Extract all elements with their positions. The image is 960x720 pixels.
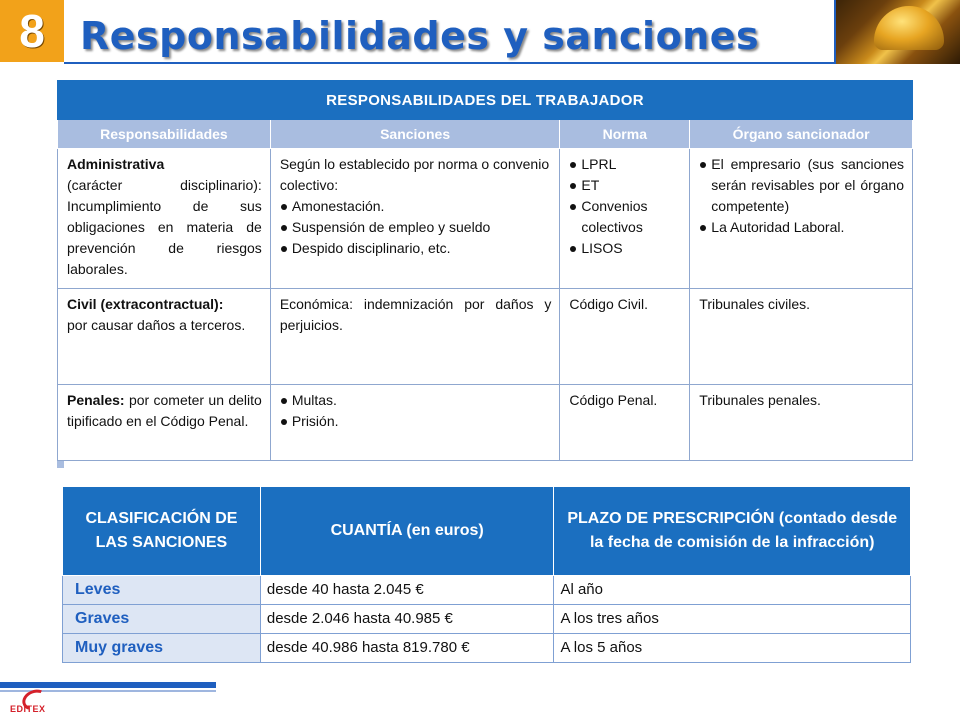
responsibility-description: por cometer un delito tipificado en el Código Penal. xyxy=(67,392,262,429)
table-row-penales xyxy=(58,385,913,461)
sanction-list xyxy=(280,196,552,259)
responsibility-cell xyxy=(58,385,271,461)
sanction-cell xyxy=(270,149,560,289)
sanction-term: A los 5 años xyxy=(554,633,911,662)
table-header-row xyxy=(58,120,913,149)
body-list xyxy=(699,154,904,238)
list-item: La Autoridad Laboral. xyxy=(699,217,904,238)
list-item: LPRL xyxy=(569,154,681,175)
header-divider xyxy=(64,62,836,64)
list-item: Despido disciplinario, etc. xyxy=(280,238,552,259)
table-row-civil xyxy=(58,289,913,385)
responsibilities-table xyxy=(57,80,913,461)
list-item: Suspensión de empleo y sueldo xyxy=(280,217,552,238)
list-item: Amonestación. xyxy=(280,196,552,217)
sanction-list xyxy=(280,390,552,432)
responsibility-type: Civil (extracontractual): xyxy=(67,296,224,312)
helmet-image xyxy=(874,6,944,50)
norm-list xyxy=(569,154,681,259)
norm-cell: Código Civil. xyxy=(560,289,690,385)
sanction-level: Graves xyxy=(63,604,261,633)
list-item: Convenios colectivos xyxy=(569,196,681,238)
sanction-level: Leves xyxy=(63,575,261,604)
responsibility-description: por causar daños a terceros. xyxy=(67,317,246,333)
column-header-organo: Órgano sancionador xyxy=(690,120,913,149)
sanction-term: A los tres años xyxy=(554,604,911,633)
table-row-leves xyxy=(63,575,911,604)
body-cell xyxy=(690,149,913,289)
list-item: ET xyxy=(569,175,681,196)
sanction-cell xyxy=(270,385,560,461)
sanction-amount: desde 40 hasta 2.045 € xyxy=(260,575,554,604)
responsibility-description: (carácter disciplinario): Incumplimiento de sus obligaciones en materia de prevención de riesgos laborales. xyxy=(67,177,262,277)
classification-header-row xyxy=(63,487,911,575)
column-header-sanciones: Sanciones xyxy=(270,120,560,149)
column-header-responsabilidades: Responsabilidades xyxy=(58,120,271,149)
sanction-term: Al año xyxy=(554,575,911,604)
table-row-administrativa xyxy=(58,149,913,289)
editex-logo xyxy=(8,690,58,718)
header-plazo: PLAZO DE PRESCRIPCIÓN (contado desde la fecha de comisión de la infracción) xyxy=(554,487,911,575)
brand-name: EDITEX xyxy=(10,704,46,714)
responsibilities-table-title: RESPONSABILIDADES DEL TRABAJADOR xyxy=(58,81,913,120)
table-row-muy-graves xyxy=(63,633,911,662)
list-item: Prisión. xyxy=(280,411,552,432)
responsibility-cell xyxy=(58,149,271,289)
header-cuantia: CUANTÍA (en euros) xyxy=(260,487,554,575)
list-item: LISOS xyxy=(569,238,681,259)
sanction-amount: desde 2.046 hasta 40.985 € xyxy=(260,604,554,633)
sanction-cell: Económica: indemnización por daños y perjuicios. xyxy=(270,289,560,385)
list-item: Multas. xyxy=(280,390,552,411)
header-photo-worker-helmet xyxy=(834,0,960,64)
norm-cell xyxy=(560,149,690,289)
sanction-intro: Según lo establecido por norma o convenio colectivo: xyxy=(279,156,550,193)
table-row-graves xyxy=(63,604,911,633)
norm-cell: Código Penal. xyxy=(560,385,690,461)
chapter-number-badge: 8 xyxy=(0,0,64,62)
responsibility-cell xyxy=(58,289,271,385)
responsibility-type: Administrativa xyxy=(67,156,165,172)
page-title: Responsabilidades y sanciones xyxy=(80,14,760,58)
footer-bar xyxy=(0,682,216,688)
classification-table xyxy=(62,487,911,663)
column-header-norma: Norma xyxy=(560,120,690,149)
body-cell: Tribunales penales. xyxy=(690,385,913,461)
photo-border xyxy=(834,0,836,64)
sanction-amount: desde 40.986 hasta 819.780 € xyxy=(260,633,554,662)
header-clasificacion: CLASIFICACIÓN DE LAS SANCIONES xyxy=(63,487,261,575)
list-item: El empresario (sus sanciones serán revisables por el órgano competente) xyxy=(699,154,904,217)
responsibility-type: Penales: xyxy=(67,392,125,408)
sanction-level: Muy graves xyxy=(63,633,261,662)
body-cell: Tribunales civiles. xyxy=(690,289,913,385)
